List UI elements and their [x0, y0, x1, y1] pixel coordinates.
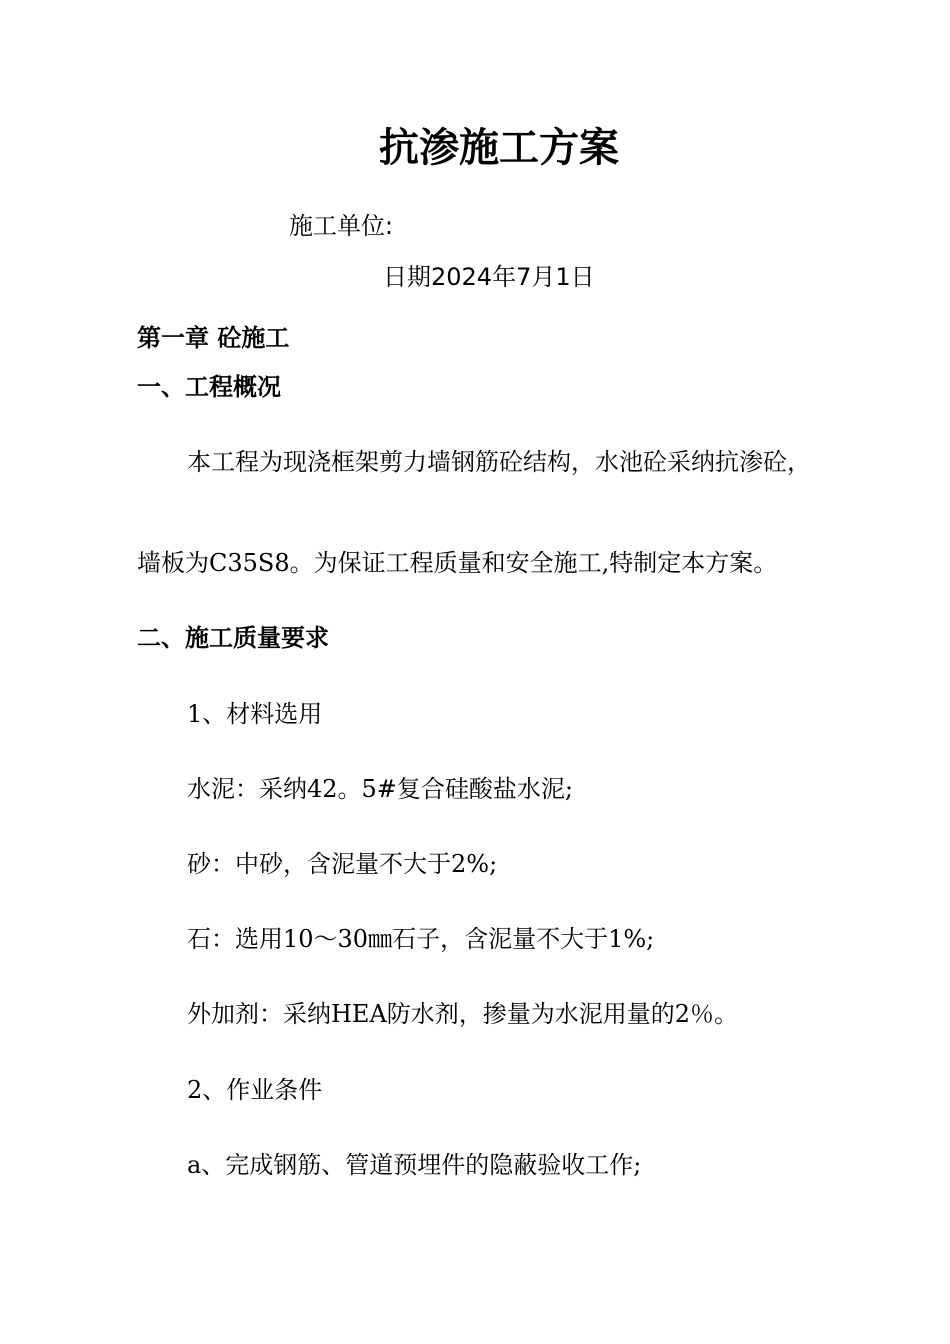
subheading-materials: 1、材料选用 [187, 700, 323, 728]
subheading-work-conditions: 2、作业条件 [187, 1076, 323, 1104]
material-cement: 水泥：采纳42。5#复合硅酸盐水泥; [187, 775, 574, 803]
section-heading-overview: 一、工程概况 [137, 373, 281, 401]
chapter-heading: 第一章 砼施工 [137, 324, 290, 352]
material-sand: 砂：中砂，含泥量不大于2%; [187, 850, 498, 878]
document-date: 日期2024年7月1日 [383, 263, 595, 291]
work-condition-item-a: a、完成钢筋、管道预埋件的隐蔽验收工作; [187, 1151, 642, 1179]
overview-paragraph-line-2: 墙板为C35S8。为保证工程质量和安全施工,特制定本方案。 [137, 549, 778, 577]
construction-unit-label: 施工单位: [289, 212, 394, 240]
material-admixture: 外加剂：采纳HEA防水剂，掺量为水泥用量的2％。 [187, 1000, 739, 1028]
material-stone: 石：选用10～30㎜石子，含泥量不大于1%; [187, 925, 655, 953]
document-title: 抗渗施工方案 [379, 125, 619, 171]
section-heading-quality: 二、施工质量要求 [137, 624, 329, 652]
overview-paragraph-line-1: 本工程为现浇框架剪力墙钢筋砼结构，水池砼采纳抗渗砼， [187, 448, 811, 476]
